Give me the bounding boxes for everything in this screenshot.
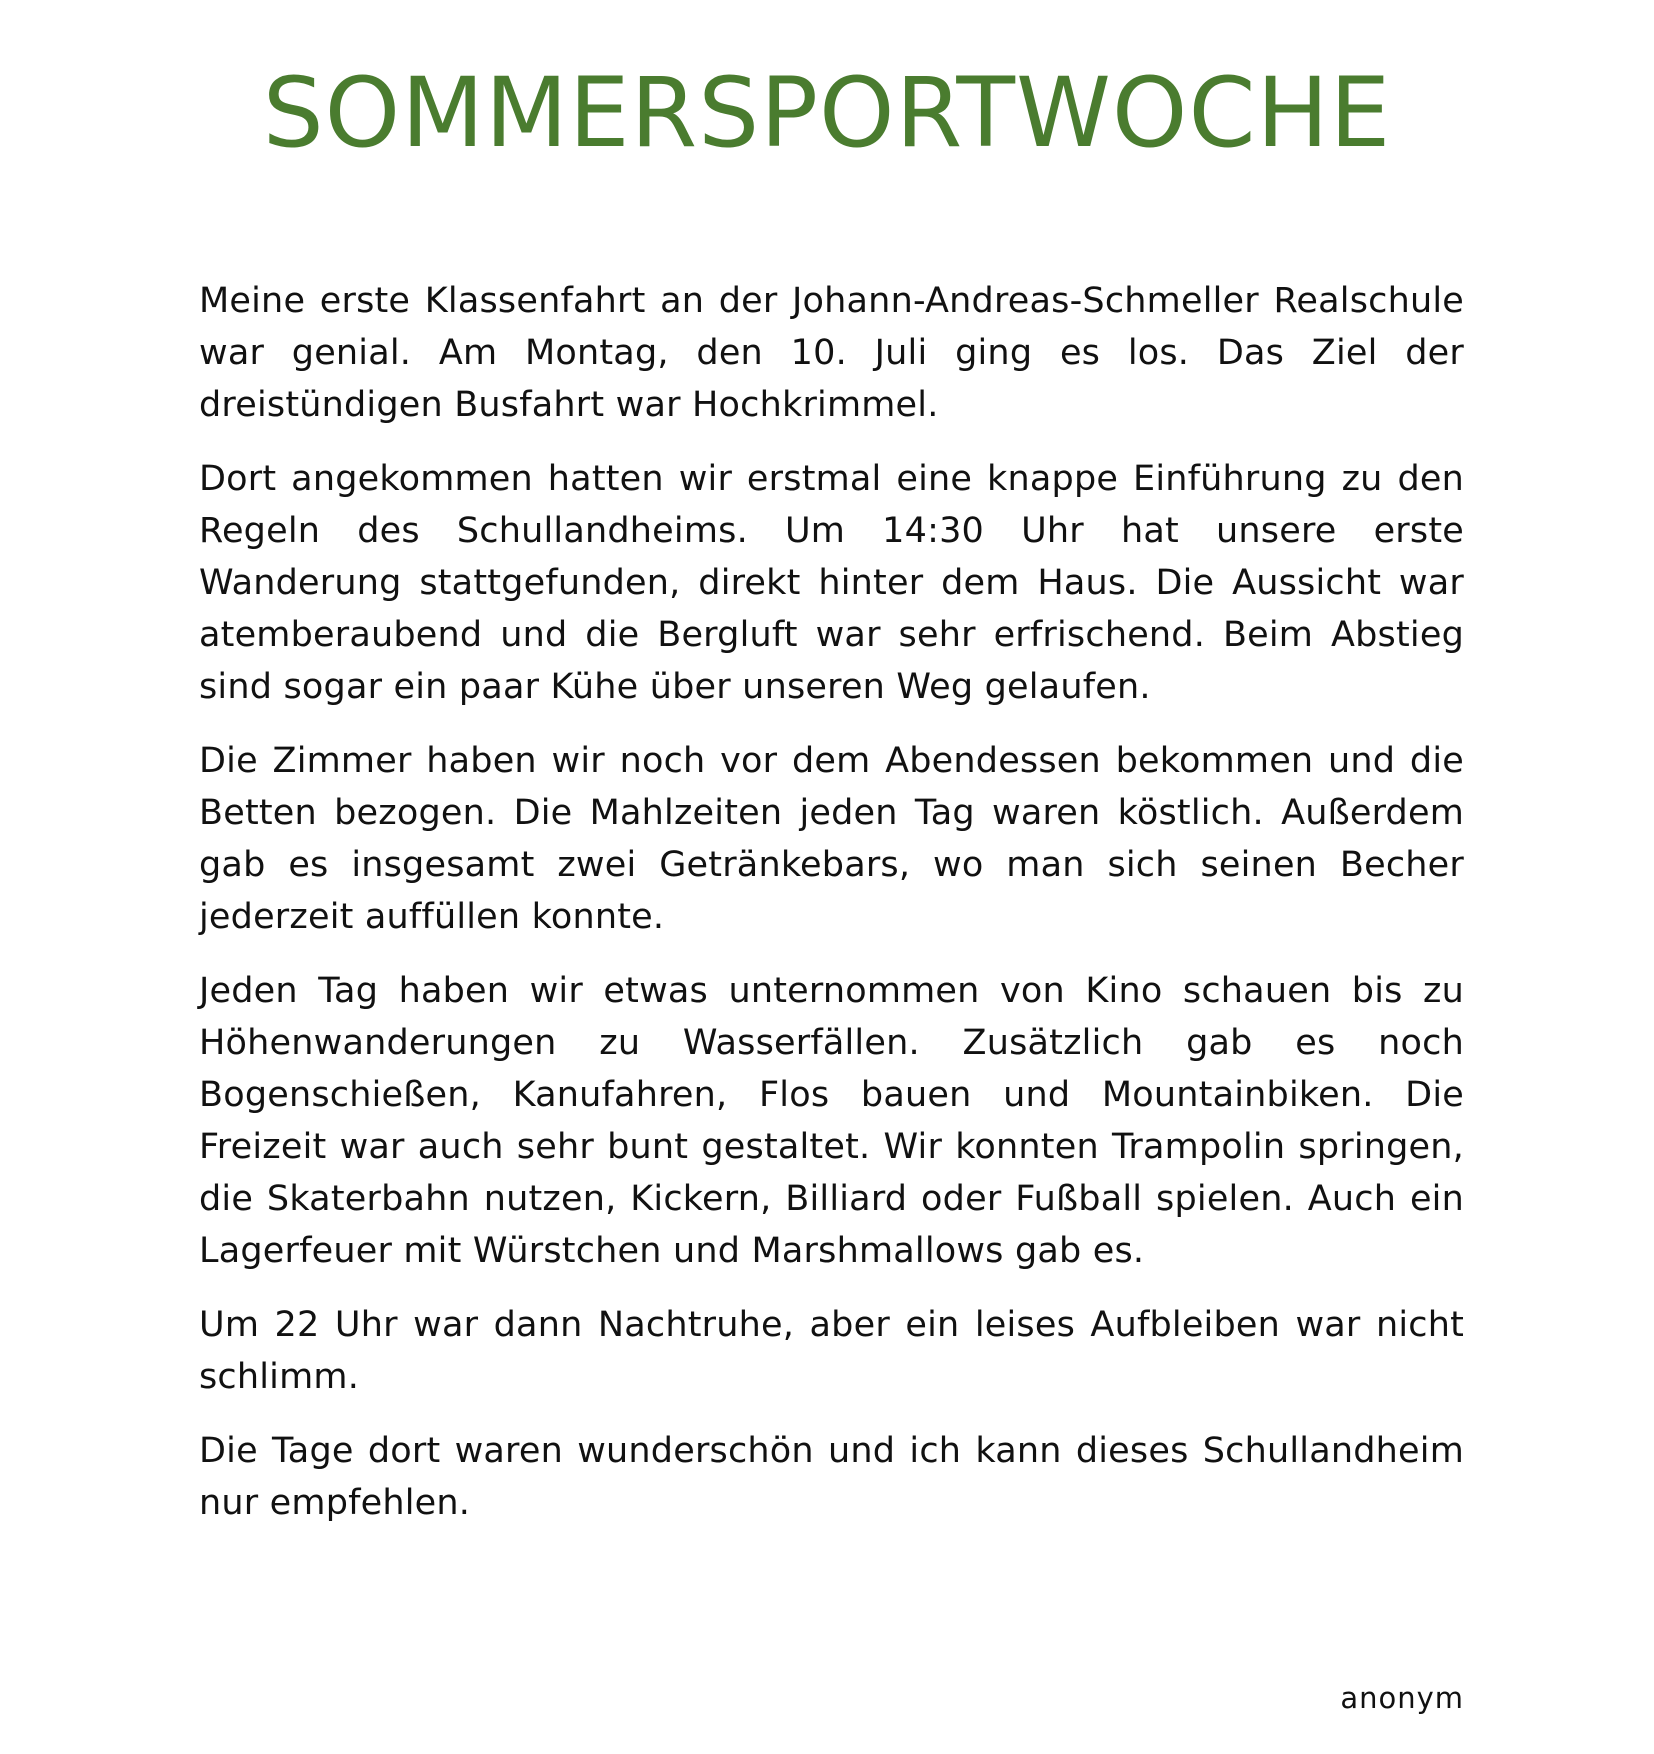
paragraph: Jeden Tag haben wir etwas unternommen von Kino schauen bis zu Höhenwanderungen zu Wasserfällen. Zusätzlich gab es noch Bogenschießen, Kanufahren, Flos bauen und Mountainbiken. Die Freizeit war auch sehr bunt gestaltet. Wir konnten Trampolin springen, die Skaterbahn nutzen, Kickern, Billiard oder Fußball spielen. Auch ein Lagerfeuer mit Würstchen und Marshmallows gab es. [199,971,1464,1271]
article-body [199,275,1464,1551]
paragraph: Die Tage dort waren wunderschön und ich kann dieses Schullandheim nur empfehlen. [199,1431,1464,1523]
paragraph: Dort angekommen hatten wir erstmal eine knappe Einführung zu den Regeln des Schullandheims. Um 14:30 Uhr hat unsere erste Wanderung stattgefunden, direkt hinter dem Haus. Die Aussicht war atemberaubend und die Bergluft war sehr erfrischend. Beim Abstieg sind sogar ein paar Kühe über unseren Weg gelaufen. [199,459,1464,707]
paragraph: Meine erste Klassenfahrt an der Johann-Andreas-Schmeller Realschule war genial. Am Montag, den 10. Juli ging es los. Das Ziel der dreistündigen Busfahrt war Hochkrimmel. [199,281,1464,425]
paragraph: Die Zimmer haben wir noch vor dem Abendessen bekommen und die Betten bezogen. Die Mahlzeiten jeden Tag waren köstlich. Außerdem gab es insgesamt zwei Getränkebars, wo man sich seinen Becher jederzeit auffüllen konnte. [199,741,1464,937]
paragraph: Um 22 Uhr war dann Nachtruhe, aber ein leises Aufbleiben war nicht schlimm. [199,1305,1464,1397]
page-title: SOMMERSPORTWOCHE [262,57,1392,169]
author-signature: anonym [1340,1681,1464,1715]
